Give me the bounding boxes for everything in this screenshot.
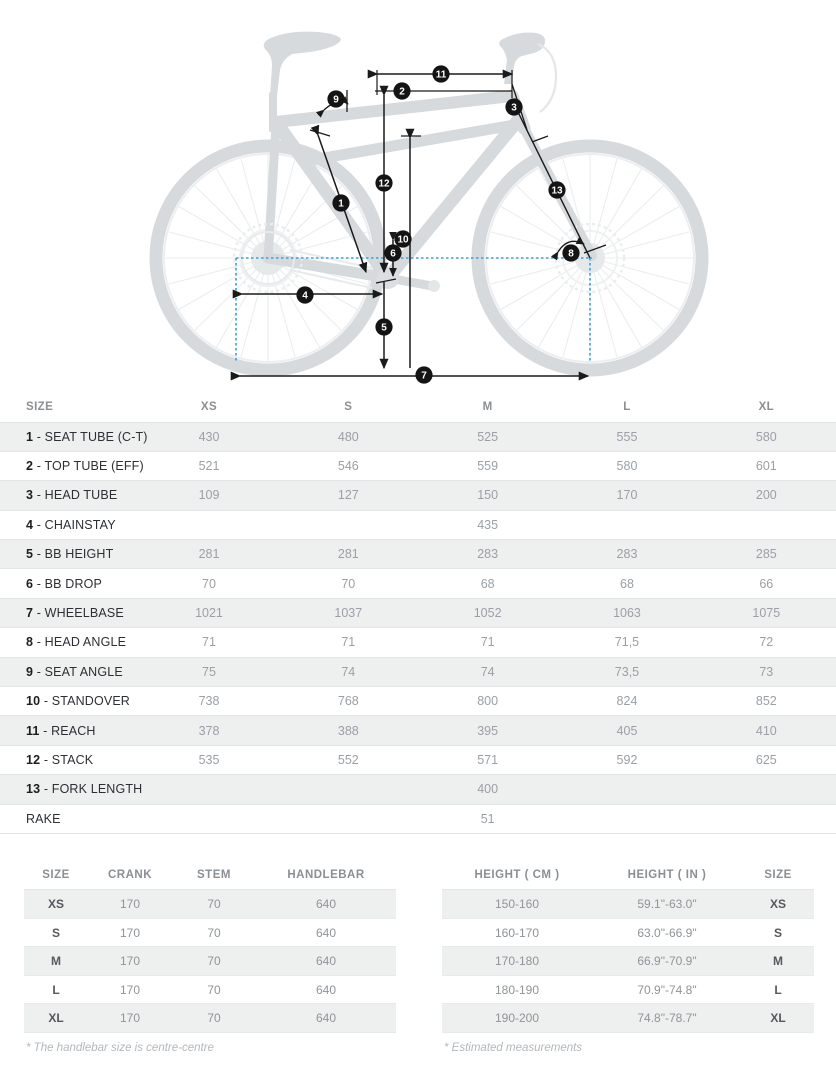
callout-6 (384, 244, 401, 261)
geometry-cell: 51 (418, 804, 557, 833)
geometry-cell: 405 (557, 716, 696, 745)
geometry-cell (697, 775, 836, 804)
components-header-row (24, 860, 396, 890)
geometry-row-label: 10 - STANDOVER (0, 687, 139, 716)
measure-fork-length (514, 104, 590, 258)
table-row (24, 947, 396, 976)
geometry-header-size: SIZE (0, 392, 139, 422)
geometry-cell: 480 (279, 422, 418, 451)
geometry-cell: 283 (418, 540, 557, 569)
geometry-cell: 535 (139, 745, 278, 774)
geometry-row-label: 13 - FORK LENGTH (0, 775, 139, 804)
geometry-cell: 72 (697, 628, 836, 657)
value-cell: 640 (256, 1004, 396, 1033)
geometry-cell: 150 (418, 481, 557, 510)
geometry-row-label: 11 - REACH (0, 716, 139, 745)
bike-geometry-diagram (0, 0, 836, 392)
geometry-row (0, 775, 836, 804)
geometry-cell: 285 (697, 540, 836, 569)
geometry-cell: 1075 (697, 598, 836, 627)
value-cell: 70 (172, 947, 256, 976)
geometry-cell: 71 (139, 628, 278, 657)
geometry-row (0, 628, 836, 657)
geometry-cell: 70 (279, 569, 418, 598)
geometry-cell: 1037 (279, 598, 418, 627)
geometry-cell: 1052 (418, 598, 557, 627)
geometry-cell: 281 (279, 540, 418, 569)
svg-text:9: 9 (333, 94, 339, 106)
value-cell: 170 (88, 918, 172, 947)
geometry-row-label: 2 - TOP TUBE (EFF) (0, 451, 139, 480)
geometry-cell: 109 (139, 481, 278, 510)
table-row (442, 1004, 814, 1033)
geometry-cell: 68 (418, 569, 557, 598)
geometry-cell (139, 510, 278, 539)
components-table-head (24, 860, 396, 890)
geometry-row-label: 5 - BB HEIGHT (0, 540, 139, 569)
geometry-cell (557, 510, 696, 539)
geometry-cell: 546 (279, 451, 418, 480)
callout-5 (375, 318, 392, 335)
geometry-row (0, 422, 836, 451)
geometry-row-label: 4 - CHAINSTAY (0, 510, 139, 539)
callout-11 (432, 65, 449, 82)
geometry-cell: 592 (557, 745, 696, 774)
geometry-row-label: 6 - BB DROP (0, 569, 139, 598)
svg-text:4: 4 (302, 290, 308, 302)
components-header-stem: STEM (172, 860, 256, 890)
table-row (442, 918, 814, 947)
geometry-cell: 555 (557, 422, 696, 451)
geometry-cell: 170 (557, 481, 696, 510)
geometry-header-row (0, 392, 836, 422)
callout-3 (505, 98, 522, 115)
size-cell: XL (742, 1004, 814, 1033)
geometry-cell: 127 (279, 481, 418, 510)
bottom-tables-zone (0, 834, 836, 1054)
geometry-row (0, 745, 836, 774)
geometry-row-number: 9 (26, 664, 34, 679)
components-table-body (24, 890, 396, 1033)
value-cell: 70.9"-74.8" (592, 975, 742, 1004)
geometry-row-label: 3 - HEAD TUBE (0, 481, 139, 510)
geometry-cell: 559 (418, 451, 557, 480)
table-row (24, 890, 396, 919)
svg-text:2: 2 (399, 86, 405, 98)
geometry-row-label: RAKE (0, 804, 139, 833)
geometry-cell: 283 (557, 540, 696, 569)
size-cell: M (24, 947, 88, 976)
geometry-cell: 435 (418, 510, 557, 539)
rider-sizing-footnote: * Estimated measurements (444, 1041, 583, 1054)
table-row (24, 975, 396, 1004)
geometry-row-number: 5 (26, 547, 34, 562)
geometry-row (0, 804, 836, 833)
size-cell: L (24, 975, 88, 1004)
value-cell: 170-180 (442, 947, 592, 976)
components-header-size: SIZE (24, 860, 88, 890)
geometry-row (0, 687, 836, 716)
callout-1 (332, 194, 349, 211)
geometry-row-label: 8 - HEAD ANGLE (0, 628, 139, 657)
components-block (0, 860, 418, 1054)
bike-illustration (0, 0, 836, 392)
geometry-cell: 73,5 (557, 657, 696, 686)
callout-4 (296, 286, 313, 303)
geometry-row-number: 1 (26, 429, 34, 444)
callout-9 (327, 90, 344, 107)
size-cell: XS (24, 890, 88, 919)
value-cell: 70 (172, 918, 256, 947)
callout-10 (394, 230, 411, 247)
table-row (24, 918, 396, 947)
geometry-cell: 824 (557, 687, 696, 716)
svg-text:12: 12 (378, 178, 390, 190)
geometry-row (0, 451, 836, 480)
geometry-row (0, 481, 836, 510)
geometry-cell: 281 (139, 540, 278, 569)
value-cell: 640 (256, 975, 396, 1004)
geometry-row-label: 12 - STACK (0, 745, 139, 774)
geometry-row-number: 7 (26, 606, 34, 621)
geometry-row-number: 6 (26, 576, 34, 591)
callout-2 (393, 82, 410, 99)
geometry-row (0, 598, 836, 627)
svg-text:1: 1 (338, 198, 344, 210)
value-cell: 74.8"-78.7" (592, 1004, 742, 1033)
geometry-row-number: 13 (26, 782, 41, 797)
value-cell: 70 (172, 890, 256, 919)
geometry-cell: 580 (557, 451, 696, 480)
geometry-cell: 71 (279, 628, 418, 657)
rider-sizing-header-height-cm: HEIGHT ( CM ) (442, 860, 592, 890)
geometry-table-body (0, 422, 836, 833)
rider-sizing-table-head (442, 860, 814, 890)
geometry-cell: 74 (279, 657, 418, 686)
table-row (442, 890, 814, 919)
geometry-row (0, 569, 836, 598)
geometry-cell: 74 (418, 657, 557, 686)
svg-text:5: 5 (381, 322, 387, 334)
geometry-cell (279, 804, 418, 833)
geometry-row-label: 7 - WHEELBASE (0, 598, 139, 627)
value-cell: 70 (172, 975, 256, 1004)
geometry-cell: 625 (697, 745, 836, 774)
geometry-cell: 66 (697, 569, 836, 598)
components-header-handlebar: HANDLEBAR (256, 860, 396, 890)
table-row (442, 975, 814, 1004)
components-table (24, 860, 396, 1033)
value-cell: 150-160 (442, 890, 592, 919)
geometry-row (0, 716, 836, 745)
geometry-row-number: 12 (26, 752, 41, 767)
size-cell: XS (742, 890, 814, 919)
svg-text:8: 8 (568, 248, 574, 260)
value-cell: 70 (172, 1004, 256, 1033)
svg-text:13: 13 (551, 185, 563, 197)
svg-text:7: 7 (421, 370, 427, 382)
geometry-cell (697, 510, 836, 539)
geometry-cell: 378 (139, 716, 278, 745)
geometry-row (0, 540, 836, 569)
callout-12 (375, 174, 392, 191)
size-cell: L (742, 975, 814, 1004)
size-cell: S (24, 918, 88, 947)
svg-text:11: 11 (435, 69, 447, 81)
value-cell: 640 (256, 890, 396, 919)
value-cell: 59.1"-63.0" (592, 890, 742, 919)
geometry-cell: 800 (418, 687, 557, 716)
geometry-cell: 73 (697, 657, 836, 686)
geometry-cell (557, 804, 696, 833)
geometry-cell: 200 (697, 481, 836, 510)
geometry-row-number: 8 (26, 635, 34, 650)
geometry-row (0, 510, 836, 539)
value-cell: 180-190 (442, 975, 592, 1004)
geometry-cell (557, 775, 696, 804)
geometry-header-l: L (557, 392, 696, 422)
geometry-cell: 521 (139, 451, 278, 480)
bottom-bracket (377, 267, 399, 289)
geometry-cell: 75 (139, 657, 278, 686)
callout-13 (548, 181, 565, 198)
geometry-cell: 71,5 (557, 628, 696, 657)
rider-sizing-block (418, 860, 836, 1054)
geometry-cell: 71 (418, 628, 557, 657)
geometry-cell: 852 (697, 687, 836, 716)
rider-sizing-header-size: SIZE (742, 860, 814, 890)
geometry-header-xl: XL (697, 392, 836, 422)
callout-7 (415, 366, 432, 383)
callout-8 (562, 244, 579, 261)
components-footnote: * The handlebar size is centre-centre (26, 1041, 214, 1054)
svg-text:10: 10 (397, 234, 409, 246)
geometry-cell: 768 (279, 687, 418, 716)
rider-sizing-header-row (442, 860, 814, 890)
table-row (24, 1004, 396, 1033)
value-cell: 170 (88, 890, 172, 919)
value-cell: 640 (256, 918, 396, 947)
geometry-row-number: 3 (26, 488, 34, 503)
geometry-header-xs: XS (139, 392, 278, 422)
geometry-cell: 70 (139, 569, 278, 598)
geometry-cell (139, 775, 278, 804)
rider-sizing-header-height-in: HEIGHT ( IN ) (592, 860, 742, 890)
table-row (442, 947, 814, 976)
geometry-cell (279, 775, 418, 804)
pedal-spindle (428, 280, 440, 292)
rider-sizing-table-body (442, 890, 814, 1033)
value-cell: 170 (88, 947, 172, 976)
value-cell: 170 (88, 1004, 172, 1033)
geometry-cell (279, 510, 418, 539)
size-cell: M (742, 947, 814, 976)
geometry-row (0, 657, 836, 686)
value-cell: 640 (256, 947, 396, 976)
geometry-header-m: M (418, 392, 557, 422)
value-cell: 190-200 (442, 1004, 592, 1033)
svg-text:3: 3 (511, 102, 517, 114)
rider-sizing-table (442, 860, 814, 1033)
geometry-cell: 552 (279, 745, 418, 774)
geometry-cell: 388 (279, 716, 418, 745)
geometry-cell: 738 (139, 687, 278, 716)
geometry-cell: 68 (557, 569, 696, 598)
geometry-cell (697, 804, 836, 833)
geometry-row-number: 11 (26, 723, 40, 738)
size-cell: XL (24, 1004, 88, 1033)
geometry-header-s: S (279, 392, 418, 422)
geometry-row-number: 10 (26, 694, 41, 709)
geometry-cell: 580 (697, 422, 836, 451)
geometry-row-number: 4 (26, 517, 34, 532)
value-cell: 63.0"-66.9" (592, 918, 742, 947)
geometry-cell: 571 (418, 745, 557, 774)
geometry-row-number: 2 (26, 459, 34, 474)
geometry-table-head (0, 392, 836, 422)
svg-text:6: 6 (390, 248, 396, 260)
size-cell: S (742, 918, 814, 947)
value-cell: 66.9"-70.9" (592, 947, 742, 976)
geometry-row-label: 1 - SEAT TUBE (C-T) (0, 422, 139, 451)
brake-cable (538, 44, 556, 112)
geometry-cell: 400 (418, 775, 557, 804)
components-header-crank: CRANK (88, 860, 172, 890)
geometry-cell: 525 (418, 422, 557, 451)
geometry-cell: 410 (697, 716, 836, 745)
value-cell: 160-170 (442, 918, 592, 947)
geometry-row-label: 9 - SEAT ANGLE (0, 657, 139, 686)
geometry-cell: 395 (418, 716, 557, 745)
value-cell: 170 (88, 975, 172, 1004)
geometry-cell: 430 (139, 422, 278, 451)
geometry-cell: 1021 (139, 598, 278, 627)
geometry-cell (139, 804, 278, 833)
geometry-cell: 1063 (557, 598, 696, 627)
geometry-cell: 601 (697, 451, 836, 480)
geometry-table (0, 392, 836, 834)
